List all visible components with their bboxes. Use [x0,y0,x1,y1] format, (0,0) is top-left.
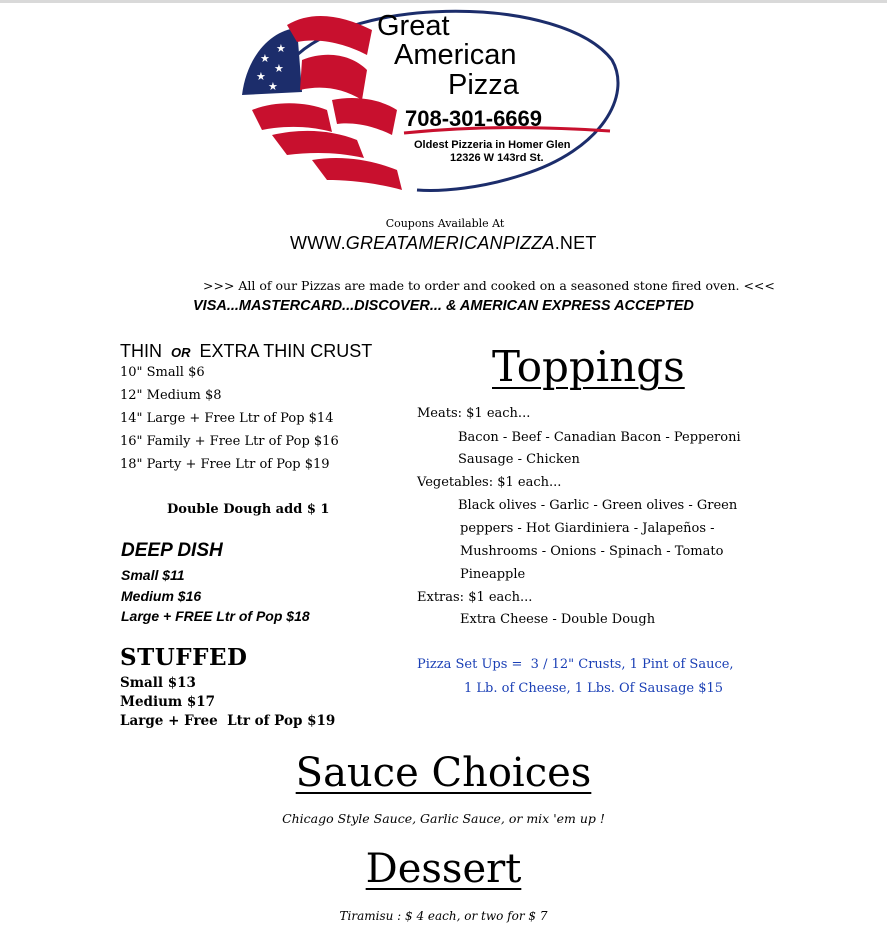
thin-item: 18" Party + Free Ltr of Pop $19 [120,457,330,472]
logo-line3: Pizza [448,69,519,101]
meats-line: Sausage - Chicken [458,452,580,467]
thin-item: 14" Large + Free Ltr of Pop $14 [120,411,334,426]
deep-dish-item: Large + FREE Ltr of Pop $18 [121,608,310,624]
svg-text:★: ★ [276,42,286,55]
pizza-setups-line: Pizza Set Ups = 3 / 12" Crusts, 1 Pint of Sauce, [417,657,734,672]
toppings-title: Toppings [492,342,685,391]
vegetables-line: Black olives - Garlic - Green olives - Green [458,498,738,513]
thin-title-a: THIN [120,341,162,361]
stuffed-title: STUFFED [120,644,248,671]
thin-crust-title [120,341,372,362]
thin-item: 10" Small $6 [120,365,205,380]
dessert-text: Tiramisu : $ 4 each, or two for $ 7 [339,909,548,923]
website-url[interactable] [290,233,597,254]
url-suffix: .NET [554,233,597,253]
extras-line: Extra Cheese - Double Dough [460,612,656,627]
vegetables-line: Mushrooms - Onions - Spinach - Tomato [460,544,724,559]
sauce-text: Chicago Style Sauce, Garlic Sauce, or mix 'em up ! [282,811,605,826]
stuffed-item: Medium $17 [120,694,216,710]
double-dough-note: Double Dough add $ 1 [167,502,330,517]
notice-text: >>> All of our Pizzas are made to order and cooked on a seasoned stone fired oven. <<< [203,278,775,293]
stuffed-item: Small $13 [120,675,196,691]
dessert-title: Dessert [365,846,522,892]
svg-text:★: ★ [256,70,266,83]
url-main: GREATAMERICANPIZZA [345,233,555,253]
svg-text:★: ★ [260,52,270,65]
stuffed-item: Large + Free Ltr of Pop $19 [120,713,336,729]
pizza-setups-line: 1 Lb. of Cheese, 1 Lbs. Of Sausage $15 [464,681,724,696]
url-prefix: WWW. [290,233,346,253]
vegetables-label: Vegetables: $1 each... [417,475,562,490]
thin-item: 12" Medium $8 [120,388,222,403]
sauce-title: Sauce Choices [295,750,592,796]
thin-title-b: EXTRA THIN CRUST [199,341,373,361]
meats-line: Bacon - Beef - Canadian Bacon - Pepperoni [458,430,741,445]
payment-text: VISA...MASTERCARD...DISCOVER... & AMERICAN EXPRESS ACCEPTED [193,298,694,314]
logo-line2: American [394,39,517,71]
logo-address: 12326 W 143rd St. [450,152,544,164]
svg-text:★: ★ [268,80,278,93]
logo-phone: 708-301-6669 [405,106,543,131]
logo-tagline: Oldest Pizzeria in Homer Glen [414,139,571,151]
extras-label: Extras: $1 each... [417,590,533,605]
deep-dish-item: Medium $16 [121,588,202,604]
coupons-label: Coupons Available At [385,217,505,230]
logo-line1: Great [377,10,450,42]
thin-item: 16" Family + Free Ltr of Pop $16 [120,434,339,449]
thin-title-or: OR [171,345,191,360]
deep-dish-item: Small $11 [121,567,185,583]
vegetables-line: peppers - Hot Giardiniera - Jalapeños - [460,521,715,536]
svg-text:★: ★ [274,62,284,75]
meats-label: Meats: $1 each... [417,406,531,421]
vegetables-line: Pineapple [460,567,526,582]
deep-dish-title: DEEP DISH [121,540,223,561]
